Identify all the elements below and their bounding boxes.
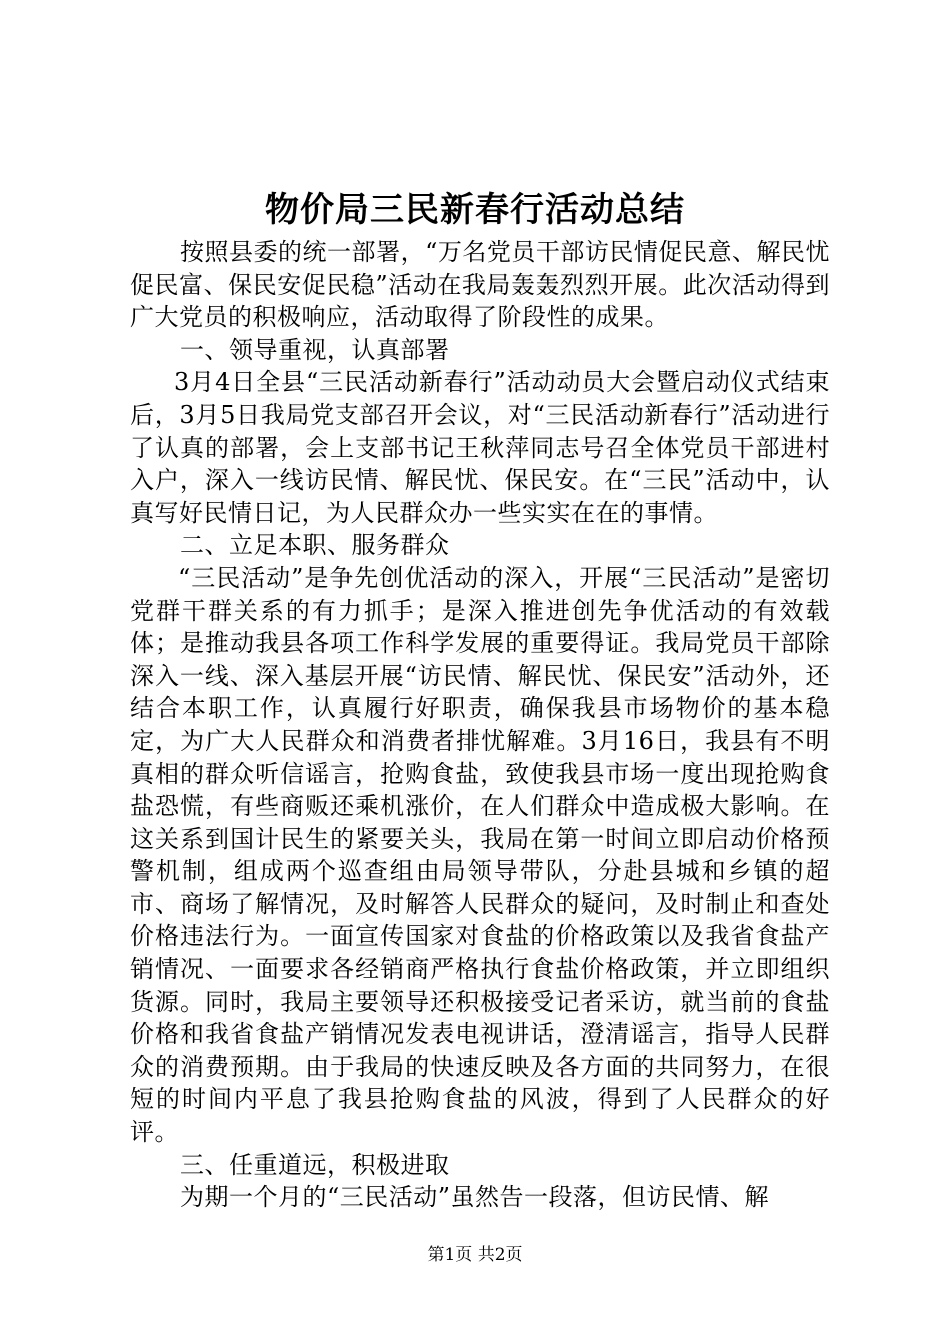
section-heading-2: 二、立足本职、服务群众 (180, 531, 450, 560)
section-heading-1: 一、领导重视，认真部署 (180, 335, 450, 364)
paragraph-section-3: 为期一个月的“三民活动”虽然告一段落，但访民情、解 (180, 1183, 770, 1212)
paragraph-section-1: 3月4日全县“三民活动新春行”活动动员大会暨启动仪式结束后，3月5日我局党支部召开会议，对“三民活动新春行”活动进行了认真的部署，会上支部书记王秋萍同志号召全体党员干部进村入户，深入一线访民情、解民忧、保民安。在“三民”活动中，认真写好民情日记，为人民群众办一些实实在在的事情。 (130, 368, 830, 527)
document-title: 物价局三民新春行活动总结 (265, 190, 685, 230)
document-body (130, 236, 830, 1214)
paragraph-intro: 按照县委的统一部署，“万名党员干部访民情促民意、解民忧促民富、保民安促民稳”活动在我局轰轰烈烈开展。此次活动得到广大党员的积极响应，活动取得了阶段性的成果。 (130, 238, 830, 332)
section-heading-3: 三、任重道远，积极进取 (180, 1150, 450, 1179)
page-number-footer: 第1页 共2页 (427, 1245, 523, 1265)
paragraph-section-2: “三民活动”是争先创优活动的深入，开展“三民活动”是密切党群干群关系的有力抓手；是深入推进创先争优活动的有效载体；是推动我县各项工作科学发展的重要得证。我局党员干部除深入一线、深入基层开展“访民情、解民忧、保民安”活动外，还结合本职工作，认真履行好职责，确保我县市场物价的基本稳定，为广大人民群众和消费者排忧解难。3月16日，我县有不明真相的群众听信谣言，抢购食盐，致使我县市场一度出现抢购食盐恐慌，有些商贩还乘机涨价，在人们群众中造成极大影响。在这关系到国计民生的紧要关头，我局在第一时间立即启动价格预警机制，组成两个巡查组由局领导带队，分赴县城和乡镇的超市、商场了解情况，及时解答人民群众的疑问，及时制止和查处价格违法行为。一面宣传国家对食盐的价格政策以及我省食盐产销情况、一面要求各经销商严格执行食盐价格政策，并立即组织货源。同时，我局主要领导还积极接受记者采访，就当前的食盐价格和我省食盐产销情况发表电视讲话，澄清谣言，指导人民群众的消费预期。由于我局的快速反映及各方面的共同努力，在很短的时间内平息了我县抢购食盐的风波，得到了人民群众的好评。 (130, 563, 830, 1147)
